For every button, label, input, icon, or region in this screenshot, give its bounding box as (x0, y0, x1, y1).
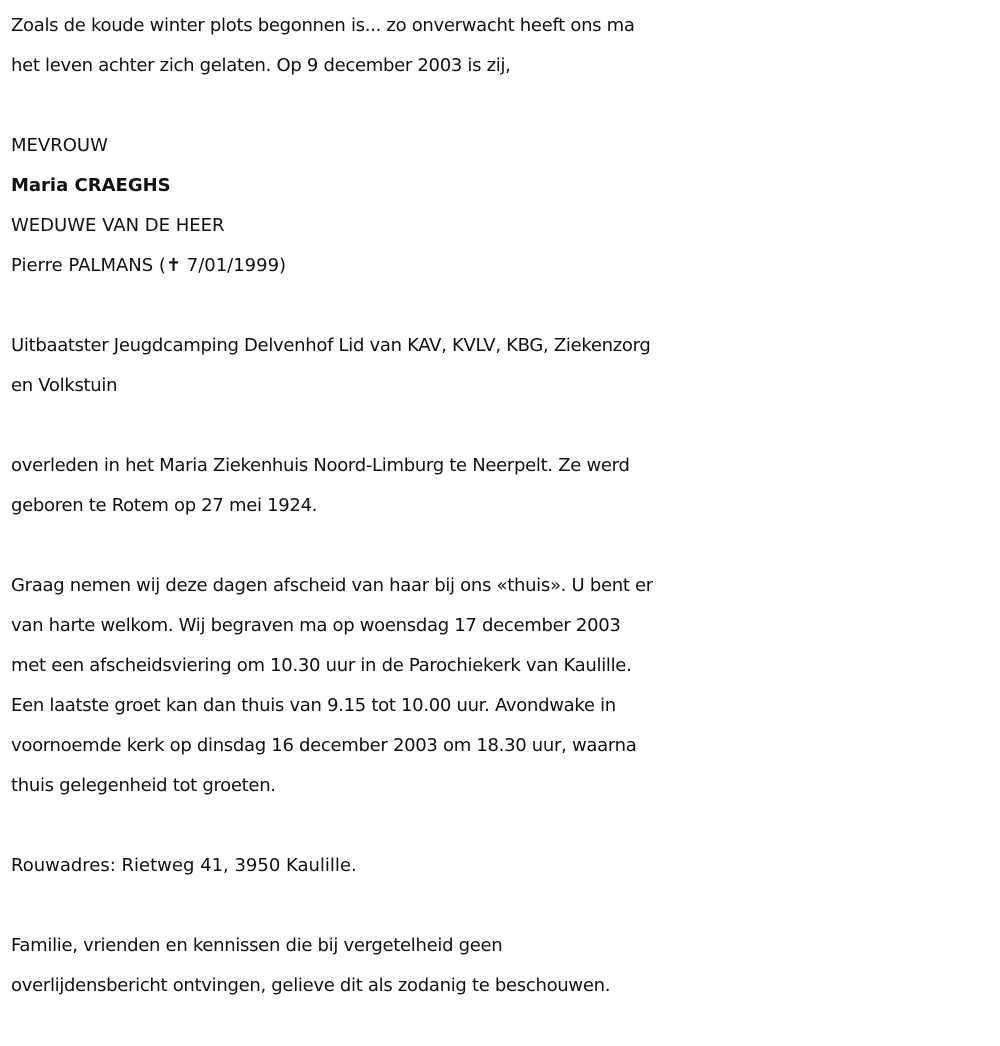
death-info-line: overleden in het Maria Ziekenhuis Noord-Limburg te Neerpelt. Ze werd (11, 455, 630, 476)
farewell-line: van harte welkom. Wij begraven ma op woensdag 17 december 2003 (11, 615, 621, 636)
deceased-block (11, 126, 996, 286)
deceased-name: Maria CRAEGHS (11, 175, 171, 196)
farewell-line: thuis gelegenheid tot groeten. (11, 775, 276, 796)
paragraph-spacer (11, 526, 996, 566)
closing-paragraph (11, 926, 996, 1006)
farewell-line: voornoemde kerk op dinsdag 16 december 2003 om 18.30 uur, waarna (11, 735, 637, 756)
mourning-address: Rouwadres: Rietweg 41, 3950 Kaulille. (11, 855, 357, 876)
farewell-line: Een laatste groet kan dan thuis van 9.15 tot 10.00 uur. Avondwake in (11, 695, 616, 716)
occupation-paragraph (11, 326, 996, 406)
intro-line: Zoals de koude winter plots begonnen is... zo onverwacht heeft ons ma (11, 15, 635, 36)
occupation-line: en Volkstuin (11, 375, 118, 396)
farewell-line: Graag nemen wij deze dagen afscheid van haar bij ons «thuis». U bent er (11, 575, 653, 596)
farewell-paragraph (11, 566, 996, 806)
paragraph-spacer (11, 86, 996, 126)
paragraph-spacer (11, 886, 996, 926)
spouse-name: Pierre PALMANS (✝ 7/01/1999) (11, 255, 287, 276)
death-info-paragraph (11, 446, 996, 526)
paragraph-spacer (11, 286, 996, 326)
death-info-line: geboren te Rotem op 27 mei 1924. (11, 495, 318, 516)
paragraph-spacer (11, 806, 996, 846)
closing-line: overlijdensbericht ontvingen, gelieve dit als zodanig te beschouwen. (11, 975, 611, 996)
address-paragraph (11, 846, 996, 886)
closing-line: Familie, vrienden en kennissen die bij vergetelheid geen (11, 935, 503, 956)
paragraph-spacer (11, 406, 996, 446)
intro-paragraph (11, 6, 996, 86)
deceased-title: MEVROUW (11, 135, 108, 156)
widow-of-label: WEDUWE VAN DE HEER (11, 215, 225, 236)
intro-line: het leven achter zich gelaten. Op 9 december 2003 is zij, (11, 55, 511, 76)
death-notice (11, 6, 996, 1006)
occupation-line: Uitbaatster Jeugdcamping Delvenhof Lid van KAV, KVLV, KBG, Ziekenzorg (11, 335, 651, 356)
farewell-line: met een afscheidsviering om 10.30 uur in de Parochiekerk van Kaulille. (11, 655, 632, 676)
